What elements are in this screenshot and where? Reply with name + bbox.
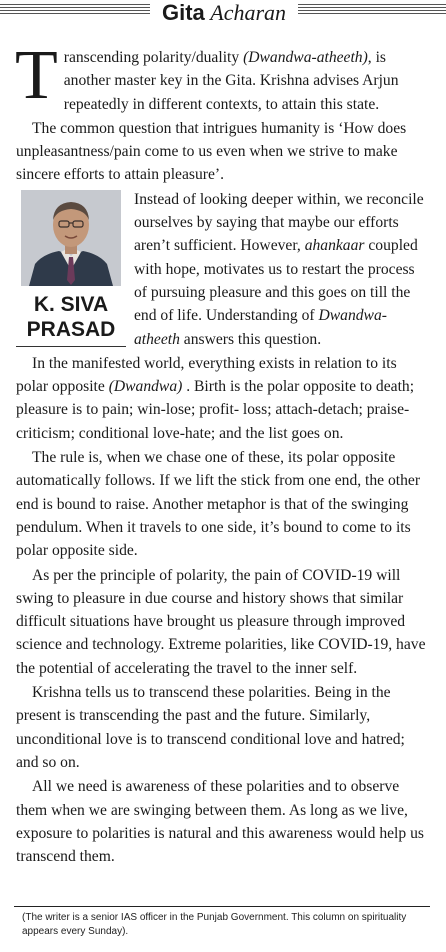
column-title bbox=[150, 0, 298, 26]
paragraph-3-emphasis-a: ahankaar bbox=[304, 237, 365, 255]
column-title-bold: Gita bbox=[161, 0, 205, 25]
paragraph-4-emphasis: (Dwandwa) bbox=[108, 378, 183, 396]
author-portrait-image bbox=[21, 190, 121, 286]
paragraph-4-text-b: . Birth is the polar opposite to death; pleasure is to pain; win-lose; profit- loss; attach-detach; praise-criticism; conditional love-hate; and the list goes on. bbox=[16, 378, 415, 442]
author-name bbox=[16, 292, 126, 347]
paragraph-3-text-b: coupled with hope, motivates us to restart the process of pursuing pleasure and this goes on till the end of life. Understanding of bbox=[134, 237, 418, 325]
author-name-line-2: PRASAD bbox=[26, 317, 116, 341]
paragraph-1-emphasis: (Dwandwa-atheeth) bbox=[243, 49, 368, 66]
footer-note: (The writer is a senior IAS officer in the Punjab Government. This column on spirituality appears every Sunday). bbox=[22, 912, 407, 937]
article-body bbox=[15, 37, 426, 869]
column-header bbox=[0, 0, 446, 36]
drop-cap: T bbox=[15, 37, 58, 114]
paragraph-3-text-c: answers this question. bbox=[179, 330, 322, 348]
paragraph-2: The common question that intrigues humanity is ‘How does unpleasantness/pain come to us even when we strive to make sincere efforts to attain pleasure’. bbox=[16, 119, 407, 184]
paragraph-4 bbox=[16, 352, 426, 445]
paragraph-1 bbox=[15, 37, 426, 116]
header-rule-left bbox=[0, 4, 150, 15]
author-name-line-1: K. SIVA bbox=[33, 292, 109, 316]
paragraph-3-text-a: Instead of looking deeper within, we reconcile ourselves by saying that maybe our efforts aren’t sufficient. However, bbox=[134, 190, 424, 255]
paragraph-4-text-a: In the manifested world, everything exists in relation to its polar opposite bbox=[16, 354, 397, 396]
footer-divider bbox=[14, 906, 430, 907]
header-rule-right bbox=[298, 4, 446, 15]
author-box bbox=[16, 190, 126, 347]
column-title-italic: Acharan bbox=[210, 0, 287, 25]
paragraph-1-text-a: ranscending polarity/duality bbox=[63, 49, 244, 66]
paragraph-8: All we need is awareness of these polarities and to observe them when we are swinging between them. As long as we live, exposure to polarities is natural and this awareness would help us transcend them. bbox=[16, 778, 424, 866]
paragraph-3-emphasis-b: Dwandwa-atheeth bbox=[134, 307, 387, 348]
author-photo bbox=[21, 190, 121, 286]
paragraph-1-text-b: , is another master key in the Gita. Krishna advises Arjun repeatedly in different contexts, to attain this state. bbox=[63, 49, 399, 113]
paragraph-7: Krishna tells us to transcend these polarities. Being in the present is transcending the past and the future. Similarly, unconditional love is to transcend conditional love and hatred; and so on. bbox=[16, 684, 405, 771]
paragraph-5: The rule is, when we chase one of these, its polar opposite automatically follows. If we lift the stick from one end, the other end is bound to raise. Another metaphor is that of the swinging pendulum. When it travels to one side, it’s bound to come to its polar opposite side. bbox=[16, 449, 421, 560]
paragraph-6: As per the principle of polarity, the pain of COVID-19 will swing to pleasure in due course and history shows that similar difficult situations have brought us pleasure through improved science and technology. Extreme polarities, like COVID-19, have the potential of accelerating the travel to the inner self. bbox=[16, 566, 426, 677]
